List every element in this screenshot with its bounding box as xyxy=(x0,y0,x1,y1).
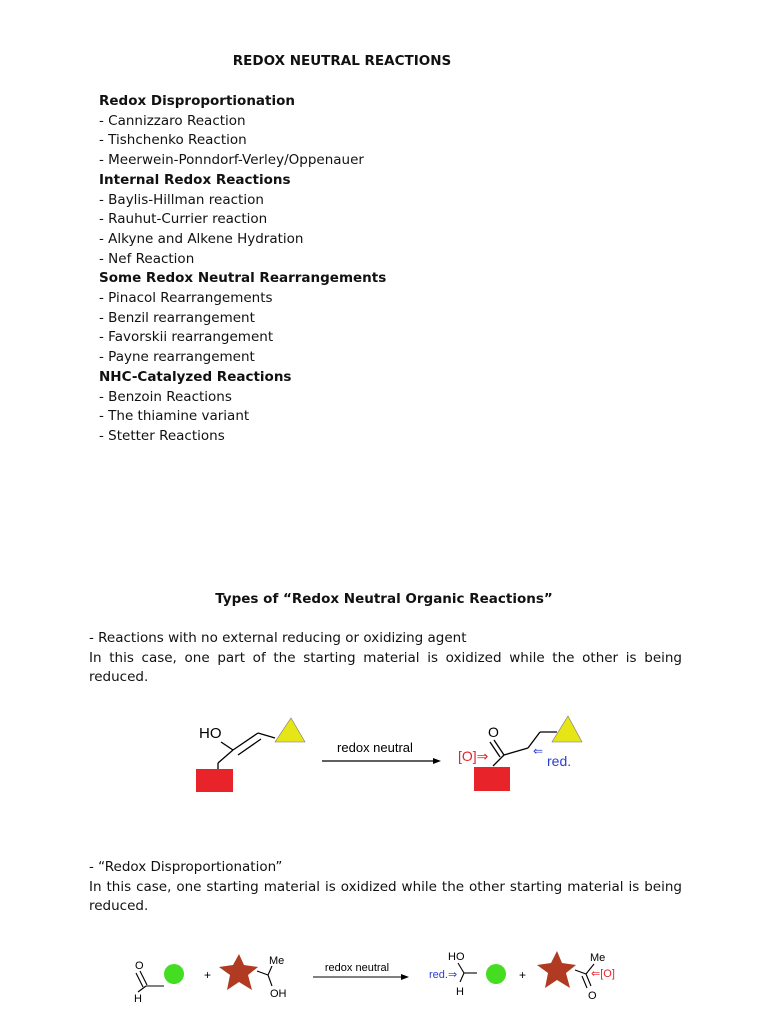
bond xyxy=(504,748,528,755)
bond xyxy=(268,975,272,986)
arrow-label: redox neutral xyxy=(337,740,413,755)
red-square-icon xyxy=(196,769,233,792)
list-item: - Favorskii rearrangement xyxy=(99,329,274,346)
bond xyxy=(221,742,233,750)
green-ball-icon xyxy=(164,964,184,984)
list-item: - Baylis-Hillman reaction xyxy=(99,191,264,208)
bond xyxy=(258,733,275,738)
green-ball-icon xyxy=(486,964,506,984)
yellow-triangle-icon xyxy=(275,718,305,742)
bond xyxy=(268,966,272,975)
reduction-label: red.⇒ xyxy=(429,969,458,981)
methyl-label: Me xyxy=(269,955,285,967)
list-item: - Payne rearrangement xyxy=(99,349,255,366)
bond xyxy=(218,750,233,763)
list-item: - Alkyne and Alkene Hydration xyxy=(99,230,304,247)
list-item: - Benzil rearrangement xyxy=(99,309,255,326)
type2-text: In this case, one starting material is oxidized while the other starting material is being reduced. xyxy=(89,878,682,915)
reduction-label: red. xyxy=(547,753,572,769)
double-bond xyxy=(238,739,261,755)
double-bond xyxy=(490,742,500,757)
red-star-icon xyxy=(537,951,576,988)
bond xyxy=(138,986,146,992)
hydroxyl-label: OH xyxy=(270,988,287,1000)
plus-sign: + xyxy=(519,968,527,982)
bond xyxy=(458,963,464,973)
bond xyxy=(460,973,464,982)
arrowhead xyxy=(433,758,441,764)
scheme-1 xyxy=(0,700,768,820)
double-bond xyxy=(582,976,587,988)
hydrogen-label: H xyxy=(456,986,464,998)
section-heading: Internal Redox Reactions xyxy=(99,171,291,188)
oxidation-label: [O]⇒ xyxy=(458,748,489,764)
bond xyxy=(493,755,504,766)
page-title: REDOX NEUTRAL REACTIONS xyxy=(232,53,452,69)
bond xyxy=(257,971,268,975)
section-heading: Redox Disproportionation xyxy=(99,93,296,109)
oxidation-label: ⇐[O] xyxy=(591,968,615,980)
oxygen-label: O xyxy=(488,724,499,740)
list-item: - The thiamine variant xyxy=(99,408,250,425)
section-heading: NHC-Catalyzed Reactions xyxy=(99,368,292,385)
oxygen-label: O xyxy=(588,990,597,1002)
list-item: - Rauhut-Currier reaction xyxy=(99,211,268,228)
ho-label: HO xyxy=(199,725,222,742)
list-item: - Nef Reaction xyxy=(99,250,195,267)
bond xyxy=(233,733,258,750)
yellow-triangle-icon xyxy=(552,716,582,742)
type2-paragraph xyxy=(89,858,682,917)
list-item: - Cannizzaro Reaction xyxy=(99,112,246,129)
list-item: - Benzoin Reactions xyxy=(99,388,232,405)
types-heading: Types of “Redox Neutral Organic Reactions” xyxy=(215,591,553,607)
oxygen-label: O xyxy=(135,960,144,972)
list-item: - Pinacol Rearrangements xyxy=(99,290,273,307)
plus-sign: + xyxy=(204,968,212,982)
reaction-list xyxy=(99,92,386,447)
list-item: - Tishchenko Reaction xyxy=(99,132,247,149)
bond xyxy=(494,740,504,755)
type1-paragraph xyxy=(89,629,682,688)
reduction-arrow-icon: ⇐ xyxy=(533,744,544,758)
methyl-label: Me xyxy=(590,952,606,964)
list-item: - Meerwein-Ponndorf-Verley/Oppenauer xyxy=(99,152,364,169)
arrow-label: redox neutral xyxy=(324,962,390,974)
red-star-icon xyxy=(219,954,258,990)
scheme-2 xyxy=(0,948,768,1018)
list-item: - Stetter Reactions xyxy=(99,427,225,444)
type1-text: In this case, one part of the starting material is oxidized while the other is being reduced. xyxy=(89,649,682,686)
ho-label: HO xyxy=(448,951,465,963)
section-heading: Some Redox Neutral Rearrangements xyxy=(99,270,387,287)
red-square-icon xyxy=(474,767,510,791)
hydrogen-label: H xyxy=(134,993,142,1005)
type1-bullet: - Reactions with no external reducing or oxidizing agent xyxy=(89,630,467,646)
type2-bullet: - “Redox Disproportionation” xyxy=(89,859,283,875)
arrowhead xyxy=(401,974,409,980)
bond xyxy=(575,970,586,974)
